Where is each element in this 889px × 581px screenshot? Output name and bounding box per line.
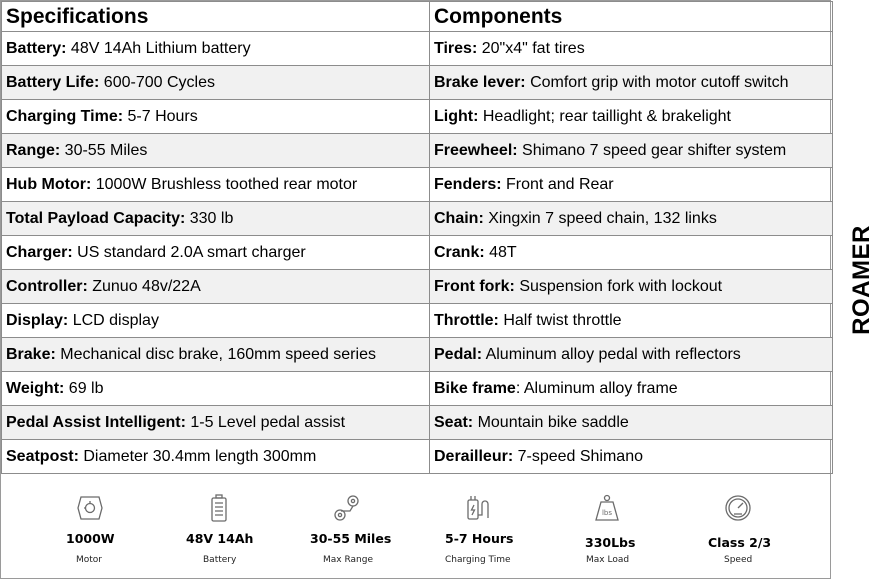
component-label: Freewheel: [434, 141, 518, 159]
spec-cell [2, 100, 430, 134]
spec-value: Mechanical disc brake, 160mm speed series [55, 345, 376, 363]
component-value: Aluminum alloy pedal with reflectors [482, 345, 741, 363]
spec-cell [2, 440, 430, 474]
component-value: Suspension fork with lockout [514, 277, 723, 295]
spec-cell [2, 338, 430, 372]
component-cell [430, 100, 833, 134]
spec-value: 48V 14Ah Lithium battery [66, 39, 251, 57]
table-row [2, 338, 833, 372]
component-cell [430, 134, 833, 168]
spec-label: Hub Motor: [6, 175, 92, 193]
component-value: 48T [484, 243, 517, 261]
spec-label: Controller: [6, 277, 88, 295]
component-cell [430, 236, 833, 270]
spec-value: Diameter 30.4mm length 300mm [78, 447, 317, 465]
spec-cell [2, 236, 430, 270]
brand-text: ROAMER [848, 225, 875, 335]
spec-cell [2, 66, 430, 100]
table-row [2, 372, 833, 406]
component-label: Throttle: [434, 311, 499, 329]
table-row [2, 270, 833, 304]
feature-caption: Charging Time [445, 555, 511, 565]
battery-icon [204, 493, 234, 523]
component-cell [430, 270, 833, 304]
spec-value: Zunuo 48v/22A [87, 277, 201, 295]
spec-cell [2, 406, 430, 440]
component-value: Shimano 7 speed gear shifter system [517, 141, 787, 159]
spec-cell [2, 134, 430, 168]
feature-value: Class 2/3 [708, 535, 772, 550]
component-cell [430, 66, 833, 100]
component-cell [430, 168, 833, 202]
spec-label: Charger: [6, 243, 73, 261]
spec-label: Total Payload Capacity: [6, 209, 186, 227]
spec-value: 1000W Brushless toothed rear motor [91, 175, 358, 193]
table-row [2, 32, 833, 66]
spec-cell [2, 202, 430, 236]
component-label: Light: [434, 107, 479, 125]
spec-label: Range: [6, 141, 61, 159]
spec-cell [2, 372, 430, 406]
component-value: 20"x4" fat tires [477, 39, 585, 57]
spec-label: Pedal Assist Intelligent: [6, 413, 186, 431]
feature-value: 30-55 Miles [310, 531, 392, 546]
component-label: Chain: [434, 209, 484, 227]
route-pin-icon [332, 493, 362, 523]
spec-label: Battery: [6, 39, 67, 57]
feature-value: 48V 14Ah [186, 531, 254, 546]
feature-range [301, 481, 411, 580]
component-value: Xingxin 7 speed chain, 132 links [483, 209, 717, 227]
feature-caption: Motor [76, 555, 103, 565]
feature-value: 5-7 Hours [445, 531, 514, 546]
component-label: Front fork: [434, 277, 515, 295]
spec-label: Battery Life: [6, 73, 100, 91]
component-cell [430, 440, 833, 474]
feature-value: 1000W [66, 531, 115, 546]
spec-label: Brake: [6, 345, 56, 363]
component-label: Brake lever: [434, 73, 526, 91]
weight-icon [592, 493, 622, 523]
spec-value: 30-55 Miles [60, 141, 148, 159]
spec-label: Seatpost: [6, 447, 79, 465]
spec-value: 5-7 Hours [123, 107, 198, 125]
feature-battery [176, 481, 261, 580]
spec-label: Charging Time: [6, 107, 124, 125]
charging-plug-icon [464, 493, 494, 523]
spec-value: 1-5 Level pedal assist [185, 413, 346, 431]
feature-charging [436, 481, 526, 580]
feature-items [1, 481, 832, 580]
table-row [2, 100, 833, 134]
component-label: Tires: [434, 39, 478, 57]
component-value: Half twist throttle [498, 311, 622, 329]
component-label: Crank: [434, 243, 485, 261]
feature-speed [701, 481, 781, 580]
brand-label [838, 220, 886, 340]
table-row [2, 202, 833, 236]
component-cell [430, 406, 833, 440]
component-cell [430, 32, 833, 66]
component-value: Mountain bike saddle [473, 413, 629, 431]
table-row [2, 134, 833, 168]
spec-value: LCD display [68, 311, 159, 329]
feature-load [576, 481, 646, 580]
table-row [2, 440, 833, 474]
table-row [2, 406, 833, 440]
component-value: Headlight; rear taillight & brakelight [478, 107, 731, 125]
feature-caption: Speed [724, 555, 753, 565]
spec-label: Display: [6, 311, 69, 329]
component-label: Seat: [434, 413, 474, 431]
svg-text:lbs: lbs [601, 509, 613, 517]
spec-cell [2, 270, 430, 304]
spec-value: 330 lb [185, 209, 234, 227]
specifications-header: Specifications [2, 2, 430, 32]
table-row [2, 236, 833, 270]
component-value: Front and Rear [501, 175, 614, 193]
spec-value: 69 lb [64, 379, 104, 397]
component-cell [430, 202, 833, 236]
spec-value: 600-700 Cycles [99, 73, 215, 91]
table-row [2, 168, 833, 202]
feature-value: 330Lbs [585, 535, 636, 550]
feature-caption: Battery [203, 555, 237, 565]
spec-table [1, 1, 833, 474]
component-value: 7-speed Shimano [513, 447, 643, 465]
spec-label: Weight: [6, 379, 65, 397]
table-row [2, 304, 833, 338]
spec-cell [2, 32, 430, 66]
feature-caption: Max Load [586, 555, 630, 565]
component-label: Fenders: [434, 175, 502, 193]
spec-value: US standard 2.0A smart charger [72, 243, 306, 261]
component-cell [430, 338, 833, 372]
component-label: Derailleur: [434, 447, 514, 465]
component-cell [430, 304, 833, 338]
components-header: Components [430, 2, 833, 32]
component-label: Bike frame [434, 379, 516, 397]
component-label: Pedal: [434, 345, 483, 363]
component-value: : Aluminum alloy frame [515, 379, 678, 397]
speedometer-icon [723, 493, 753, 523]
table-header-row [2, 2, 833, 32]
component-value: Comfort grip with motor cutoff switch [525, 73, 789, 91]
spec-cell [2, 304, 430, 338]
spec-cell [2, 168, 430, 202]
table-row [2, 66, 833, 100]
feature-caption: Max Range [323, 555, 373, 565]
component-cell [430, 372, 833, 406]
